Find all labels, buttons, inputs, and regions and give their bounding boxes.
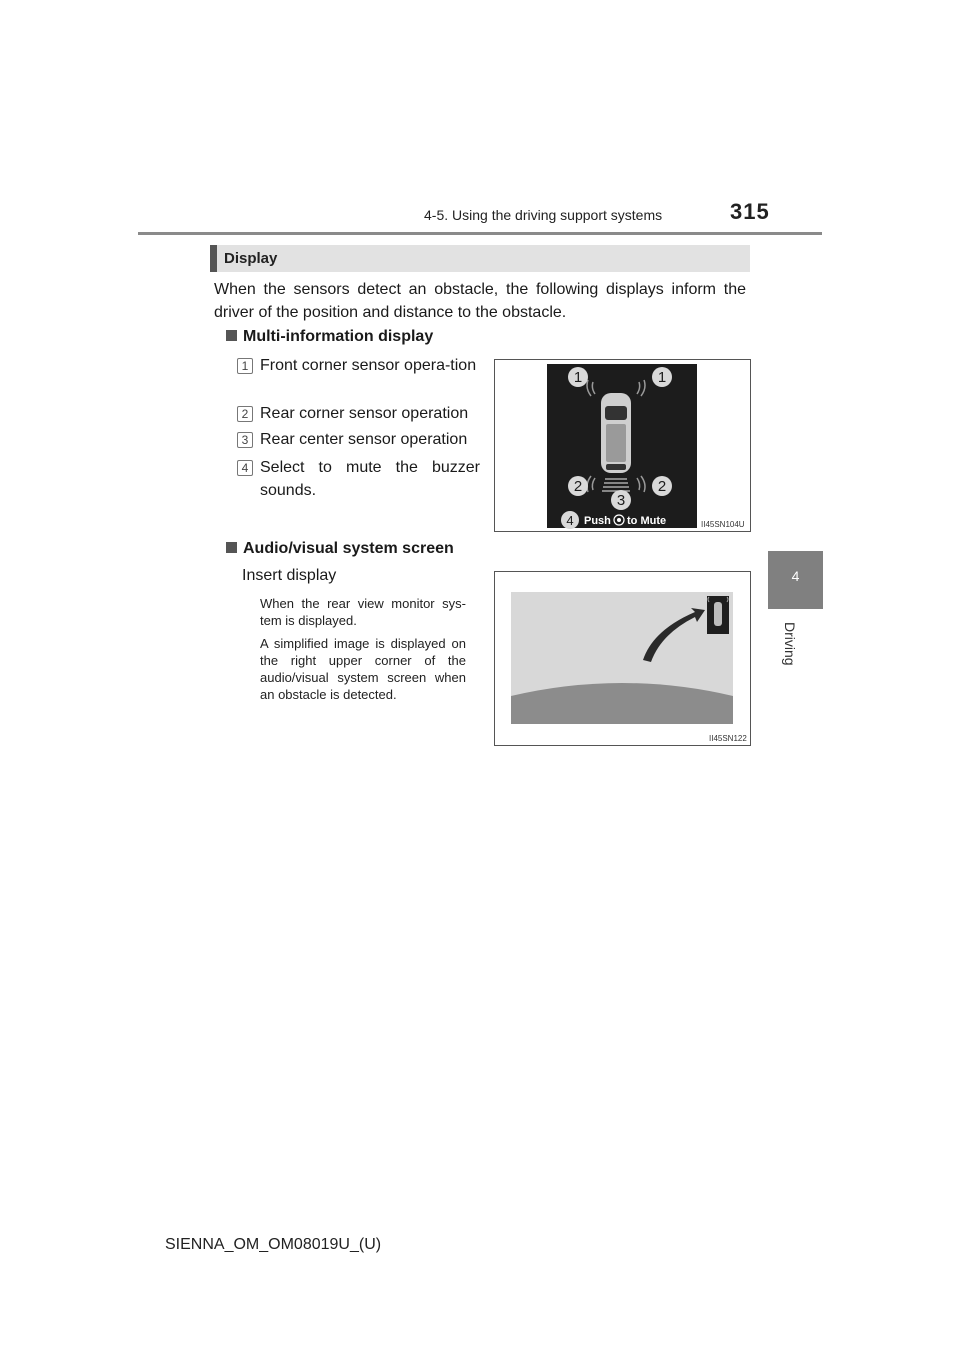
audio-visual-figure (494, 571, 751, 746)
item-number-4: 4 (237, 460, 253, 476)
note-rear-view: When the rear view monitor sys-tem is displayed. (260, 596, 466, 628)
item-number-1: 1 (237, 358, 253, 374)
callout-2b: 2 (657, 478, 667, 495)
callout-3: 3 (616, 492, 626, 509)
item-number-2: 2 (237, 406, 253, 422)
section-title: Display (224, 250, 278, 267)
header-rule (138, 232, 822, 235)
square-bullet-icon (226, 542, 237, 553)
chapter-number: 4 (791, 568, 800, 584)
figure-code-1: II45SN104U (701, 520, 745, 529)
section-intro: When the sensors detect an obstacle, the following displays inform the driver of the position and distance to the obstacle. (214, 281, 746, 321)
audio-visual-heading-text: Audio/visual system screen (243, 540, 454, 557)
note-simplified-image: A simplified image is displayed on the right upper corner of the audio/visual system screen when an obstacle is detected. (260, 636, 466, 702)
section-title-bar (210, 245, 750, 272)
van-windshield (605, 406, 627, 420)
item-text-1: Front corner sensor opera-tion (260, 357, 477, 374)
audio-visual-screen-illustration (495, 572, 750, 745)
insert-display-heading: Insert display (242, 567, 337, 584)
header-section-title: 4-5. Using the driving support systems (424, 207, 663, 223)
mute-label-mute: to Mute (627, 515, 667, 527)
item-text-3: Rear center sensor operation (260, 431, 468, 448)
multi-info-heading-text: Multi-information display (243, 328, 434, 345)
chapter-tab (768, 551, 823, 609)
van-rear-window (606, 464, 626, 470)
section-accent (210, 245, 217, 272)
chapter-label-wrap (772, 622, 802, 682)
callout-4: 4 (566, 513, 574, 528)
page-number: 315 (730, 199, 770, 224)
insert-vehicle-icon (714, 602, 722, 626)
callout-1b: 1 (657, 369, 667, 386)
enter-button-dot-icon (617, 518, 621, 522)
chapter-label: Driving (782, 622, 798, 666)
callout-1a: 1 (573, 369, 583, 386)
multi-info-display-illustration (495, 360, 750, 531)
audio-visual-heading (226, 540, 454, 558)
multi-info-heading (226, 328, 433, 346)
item-text-4: Select to mute the buzzer sounds. (260, 459, 480, 499)
multi-info-figure (494, 359, 751, 532)
callout-2a: 2 (573, 478, 583, 495)
mute-label-push: Push (584, 515, 611, 527)
item-text-2: Rear corner sensor operation (260, 405, 469, 422)
figure-code-2: II45SN122 (709, 734, 747, 743)
van-roof (606, 424, 626, 462)
item-number-3: 3 (237, 432, 253, 448)
footer-doc-id: SIENNA_OM_OM08019U_(U) (165, 1236, 382, 1253)
square-bullet-icon (226, 330, 237, 341)
